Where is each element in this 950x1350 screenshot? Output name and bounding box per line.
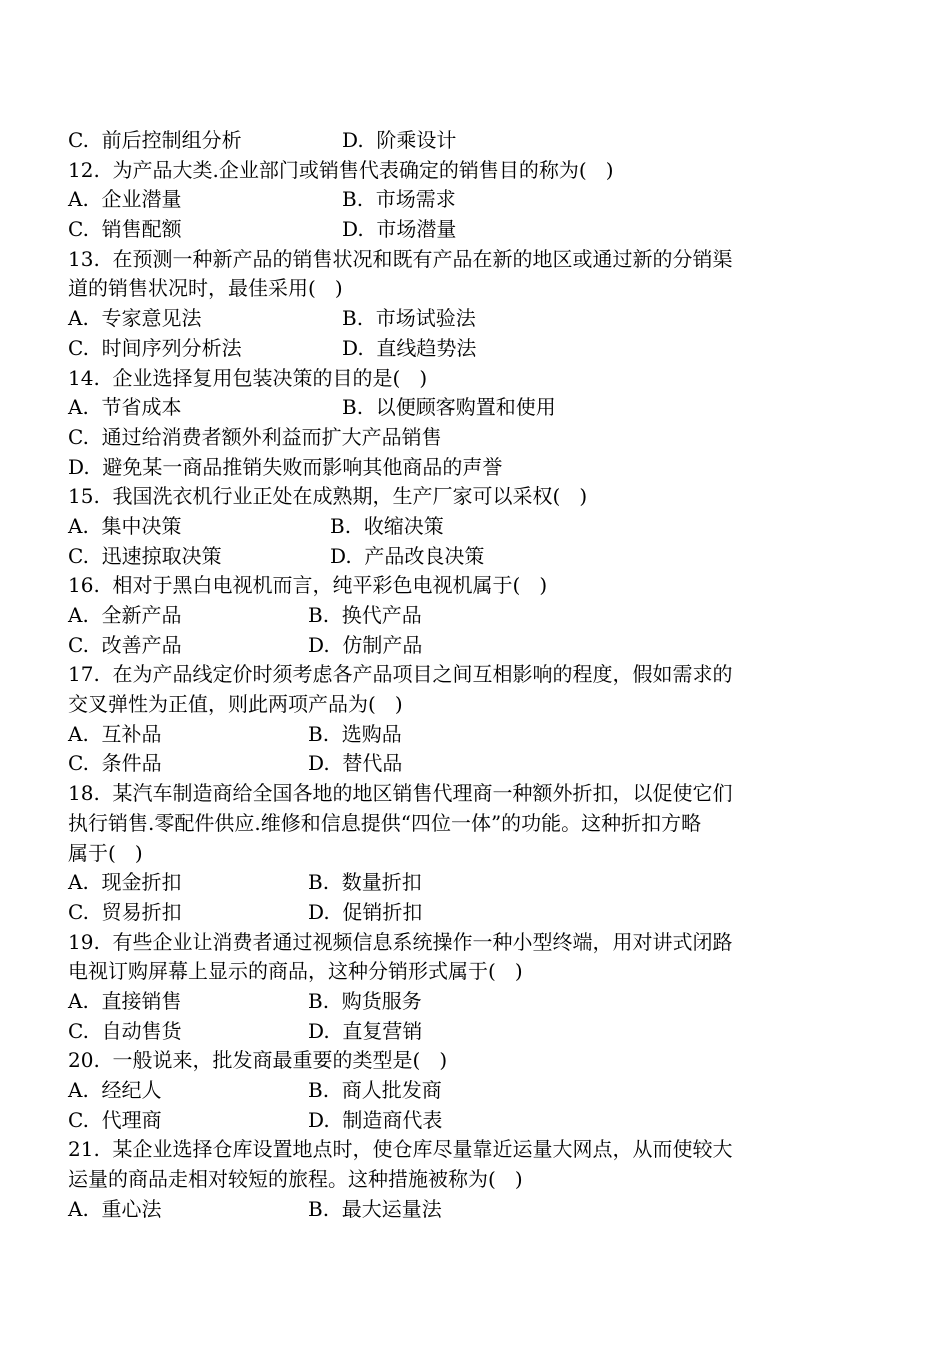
text-line: 执行销售.零配件供应.维修和信息提供“四位一体”的功能。这种折扣方略 (68, 810, 702, 835)
option-row (68, 512, 858, 542)
option-row (68, 720, 858, 750)
option-row (68, 868, 858, 898)
option-text: D. 直复营销 (308, 1018, 423, 1043)
option-row (68, 1017, 858, 1047)
text-line: 交叉弹性为正值，则此两项产品为( ) (68, 692, 403, 717)
option-text: C. 迅速掠取决策 (68, 543, 222, 568)
option-row (68, 1106, 858, 1136)
question-text: 13. 在预测一种新产品的销售状况和既有产品在新的地区或通过新的分销渠 (68, 246, 733, 271)
option-text: A. 现金折扣 (68, 870, 182, 895)
option-text: B. 换代产品 (308, 603, 422, 627)
question-text: 21. 某企业选择仓库设置地点时，使仓库尽量靠近运量大网点，从而使较大 (68, 1137, 733, 1162)
option-text: B. 最大运量法 (308, 1196, 442, 1221)
option-text: A. 节省成本 (68, 395, 182, 420)
option-row (68, 601, 858, 631)
question-text: 12. 为产品大类.企业部门或销售代表确定的销售目的称为( ) (68, 157, 614, 182)
option-text: C. 条件品 (68, 751, 162, 776)
option-text: A. 全新产品 (68, 603, 182, 627)
option-text: B. 以便顾客购置和使用 (342, 395, 556, 420)
option-text: C. 改善产品 (68, 632, 182, 657)
question-text: 16. 相对于黑白电视机而言，纯平彩色电视机属于( ) (68, 573, 548, 598)
option-text: B. 收缩决策 (330, 513, 444, 538)
option-text: D. 阶乘设计 (342, 128, 457, 152)
option-text: D. 产品改良决策 (330, 543, 485, 568)
text-line: D. 避免某一商品推销失败而影响其他商品的声誉 (68, 454, 503, 479)
option-row (68, 631, 858, 661)
option-row (68, 542, 858, 572)
option-text: D. 促销折扣 (308, 899, 423, 924)
option-text: C. 时间序列分析法 (68, 335, 242, 360)
option-row (68, 185, 858, 215)
option-text: A. 经纪人 (68, 1078, 162, 1102)
text-line: 电视订购屏幕上显示的商品，这种分销形式属于( ) (68, 959, 523, 984)
option-row (68, 898, 858, 928)
text-line: C. 通过给消费者额外利益而扩大产品销售 (68, 424, 442, 449)
option-row (68, 393, 858, 423)
text-line: 道的销售状况时，最佳采用( ) (68, 276, 343, 301)
option-row (68, 304, 858, 334)
text-line: 运量的商品走相对较短的旅程。这种措施被称为( ) (68, 1167, 523, 1192)
option-text: D. 直线趋势法 (342, 335, 477, 360)
option-text: B. 购货服务 (308, 988, 422, 1013)
option-text: B. 市场需求 (342, 187, 456, 212)
option-text: A. 专家意见法 (68, 306, 202, 331)
option-text: B. 市场试验法 (342, 306, 476, 331)
question-text: 17. 在为产品线定价时须考虑各产品项目之间互相影响的程度，假如需求的 (68, 662, 733, 687)
option-row (68, 1076, 858, 1106)
option-text: C. 前后控制组分析 (68, 128, 242, 152)
option-text: B. 商人批发商 (308, 1078, 442, 1102)
option-text: A. 互补品 (68, 721, 162, 746)
question-text: 19. 有些企业让消费者通过视频信息系统操作一种小型终端，用对讲式闭路 (68, 929, 733, 954)
option-text: B. 数量折扣 (308, 870, 422, 895)
question-text: 20. 一般说来，批发商最重要的类型是( ) (68, 1048, 448, 1073)
option-text: A. 企业潜量 (68, 187, 182, 212)
option-text: A. 集中决策 (68, 513, 182, 538)
question-text: 14. 企业选择复用包装决策的目的是( ) (68, 365, 428, 390)
option-text: D. 制造商代表 (308, 1107, 443, 1132)
option-text: D. 市场潜量 (342, 217, 457, 242)
question-list (68, 126, 858, 1224)
option-text: B. 选购品 (308, 721, 402, 746)
question-text: 15. 我国洗衣机行业正处在成熟期，生产厂家可以采权( ) (68, 484, 588, 509)
option-row (68, 749, 858, 779)
option-text: D. 替代品 (308, 751, 403, 776)
option-row (68, 126, 858, 156)
option-text: A. 直接销售 (68, 988, 182, 1013)
question-text: 18. 某汽车制造商给全国各地的地区销售代理商一种额外折扣，以促使它们 (68, 781, 733, 806)
option-text: D. 仿制产品 (308, 632, 423, 657)
option-text: C. 代理商 (68, 1107, 162, 1132)
option-row (68, 987, 858, 1017)
option-row (68, 1195, 858, 1225)
text-line: 属于( ) (68, 840, 143, 865)
option-text: C. 自动售货 (68, 1018, 182, 1043)
option-text: C. 销售配额 (68, 217, 182, 242)
option-row (68, 215, 858, 245)
option-text: A. 重心法 (68, 1196, 162, 1221)
option-text: C. 贸易折扣 (68, 899, 182, 924)
option-row (68, 334, 858, 364)
